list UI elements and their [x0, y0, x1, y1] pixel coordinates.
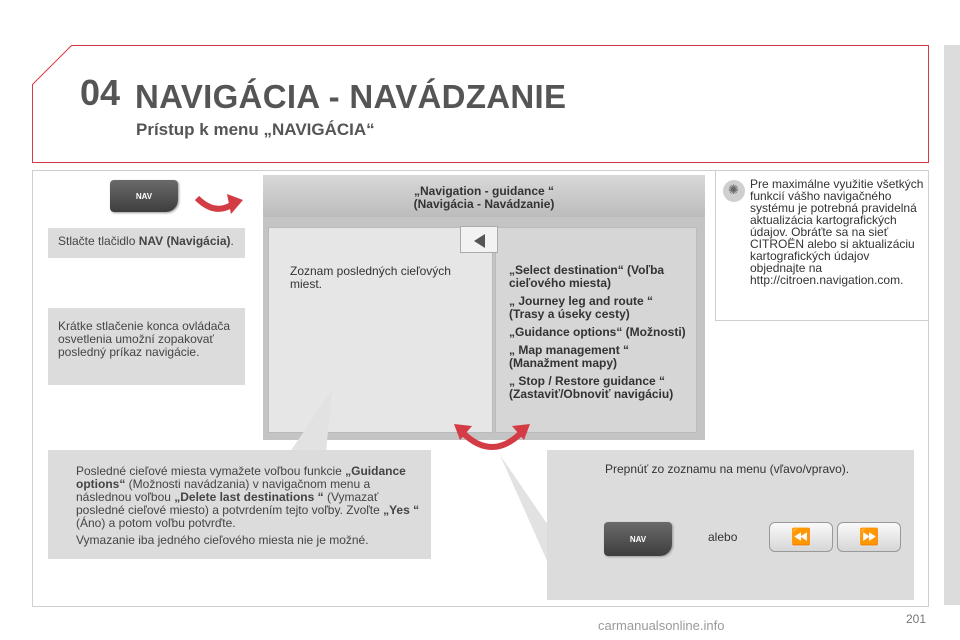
- callout-pointer-right: [500, 455, 550, 565]
- switch-text: Prepnúť zo zoznamu na menu (vľavo/vpravo).: [605, 462, 850, 476]
- screen-header: [263, 175, 705, 217]
- seek-back-button[interactable]: ⏪: [769, 522, 833, 552]
- light-tip-icon: [723, 180, 745, 202]
- back-arrow-icon: [474, 234, 485, 248]
- delete-text-a: Posledné cieľové miesta vymažete voľbou funkcie: [76, 464, 346, 478]
- or-text: alebo: [708, 530, 738, 544]
- nav-button-illustration: NAV: [110, 180, 178, 212]
- callout-pointer-left: [290, 390, 335, 455]
- press-nav-bold: NAV (Navigácia): [138, 234, 231, 248]
- menu-item-guidance-options[interactable]: „Guidance options“ (Možnosti): [509, 325, 686, 339]
- menu-item-select-destination[interactable]: „Select destination“ (Voľba cieľového miesta): [509, 263, 665, 290]
- delete-text-g: (Áno) a potom voľbu potvrďte.: [76, 516, 236, 530]
- menu-item-journey-leg[interactable]: „ Journey leg and route “ (Trasy a úseky cesty): [509, 294, 654, 321]
- header-corner-accent: [32, 45, 72, 85]
- delete-text-c: (Možnosti navádzania) v navigačnom menu a následnou voľbou: [76, 477, 371, 504]
- switch-arrows-icon: [452, 418, 532, 456]
- page-subtitle: Prístup k menu „NAVIGÁCIA“: [136, 120, 375, 139]
- short-press-text: Krátke stlačenie konca ovládača osvetlenia umožní zopakovať posledný príkaz navigácie.: [58, 319, 231, 359]
- delete-destinations-box: [48, 450, 431, 559]
- delete-text-guidance-options: „Guidance options“: [76, 464, 406, 491]
- delete-note: Vymazanie iba jedného cieľového miesta nie je možné.: [76, 533, 369, 547]
- page-number: 201: [906, 612, 927, 626]
- menu-item-stop-restore[interactable]: „ Stop / Restore guidance “ (Zastaviť/Obnoviť navigáciu): [509, 374, 674, 401]
- press-nav-text: Stlačte tlačidlo: [58, 234, 139, 248]
- screen-menu-items: [509, 264, 694, 406]
- menu-item-map-management[interactable]: „ Map management “ (Manažment mapy): [509, 343, 630, 370]
- back-button[interactable]: [460, 226, 498, 253]
- nav-button-illustration-2: NAV: [604, 522, 672, 556]
- delete-text-yes: „Yes “: [383, 503, 420, 517]
- info-text: Pre maximálne využitie všetkých funkcií vášho navigačného systému je potrebná pravidelná aktualizácia kartografických údajov. Obráťte sa na sieť CITROËN alebo si aktualizáciu kartografických údajov objednajte na http://citroen.navigation.com.: [750, 177, 924, 287]
- watermark: carmanualsonline.info: [598, 618, 725, 633]
- screen-header-line1: „Navigation - guidance “: [413, 184, 554, 198]
- page-title: NAVIGÁCIA - NAVÁDZANIE: [135, 78, 567, 115]
- delete-instructions: [76, 465, 421, 530]
- screen-header-line2: (Navigácia - Navádzanie): [413, 197, 555, 211]
- press-nav-suffix: .: [230, 234, 234, 248]
- destinations-list-text: Zoznam posledných cieľových miest.: [290, 264, 451, 291]
- delete-text-delete-last: „Delete last destinations “: [174, 490, 324, 504]
- short-press-box: [48, 308, 245, 385]
- delete-text-e: (Vymazať posledné cieľové miesto) a potvrdením tejto voľby. Zvoľte: [76, 490, 384, 517]
- side-tab-bar: [944, 45, 960, 605]
- press-nav-box: [48, 228, 245, 258]
- red-arrow-icon: [195, 188, 245, 220]
- chapter-number: 04: [80, 72, 121, 113]
- seek-forward-button[interactable]: ⏩: [837, 522, 901, 552]
